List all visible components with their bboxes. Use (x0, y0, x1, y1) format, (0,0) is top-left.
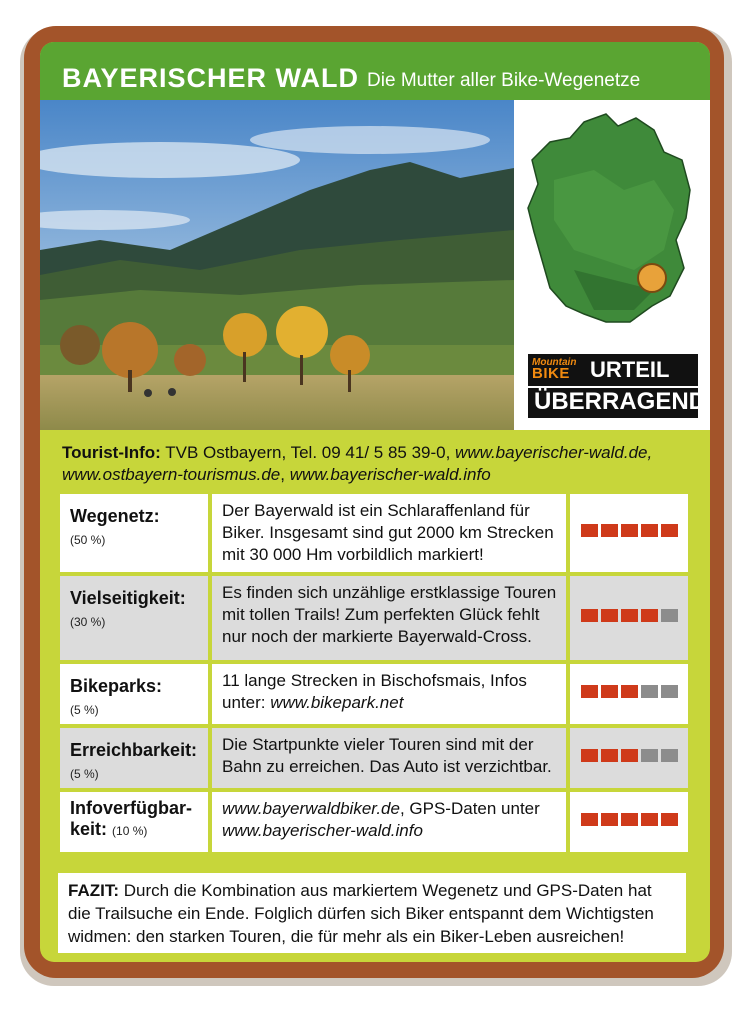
rating-row (58, 492, 690, 574)
landscape-photo (40, 100, 514, 430)
score-pip-filled (601, 749, 618, 762)
rating-row (58, 726, 690, 790)
card-subtitle: Die Mutter aller Bike-Wegenetze (367, 70, 641, 91)
score-pip-filled (621, 609, 638, 622)
card-title: BAYERISCHER WALD (62, 63, 360, 93)
score-pip-filled (581, 609, 598, 622)
criterion-weight: (10 %) (112, 824, 148, 838)
score-pip-filled (601, 524, 618, 537)
criterion-description: 11 lange Strecken in Bischofsmais, Infos unter: www.bikepark.net (210, 662, 568, 726)
verdict-badge (526, 352, 707, 420)
score-pip-empty (661, 685, 678, 698)
verdict-label: URTEIL (590, 357, 670, 382)
conclusion-label: FAZIT: (68, 881, 119, 900)
score-pip-filled (601, 609, 618, 622)
criterion-weight: (30 %) (70, 615, 106, 629)
rating-row (58, 574, 690, 662)
ratings-table (56, 490, 692, 856)
criterion-description: www.bayerwaldbiker.de, GPS-Daten unter www.bayerischer-wald.info (210, 790, 568, 854)
criterion-description: Der Bayerwald ist ein Schlaraffenland für Biker. Insgesamt sind gut 2000 km Strecken mit 30 000 Hm vorbildlich markiert! (210, 492, 568, 574)
score-pip-filled (621, 813, 638, 826)
criterion-name: Wegenetz: (70, 506, 160, 526)
tourist-info: Tourist-Info: TVB Ostbayern, Tel. 09 41/ 5 85 39-0, www.bayerischer-wald.de, www.ostbayern-tourismus.de, www.bayerischer-wald.info (62, 443, 653, 484)
criterion-weight: (50 %) (70, 533, 106, 547)
criterion-weight: (5 %) (70, 767, 99, 781)
score-pip-filled (641, 813, 658, 826)
link-bikepark[interactable]: www.bikepark.net (270, 693, 404, 712)
score-pip-empty (641, 749, 658, 762)
criterion-description: Die Startpunkte vieler Touren sind mit der Bahn zu erreichen. Das Auto ist verzichtbar. (210, 726, 568, 790)
germany-map (514, 100, 710, 430)
criterion-description: Es finden sich unzählige erstklassige Touren mit tollen Trails! Zum perfekten Glück fehlt nur noch der markierte Bayerwald-Cross. (210, 574, 568, 662)
score-pips (581, 813, 678, 826)
rating-row (58, 790, 690, 854)
link-bayerischer-wald-info-2[interactable]: www.bayerischer-wald.info (222, 821, 423, 840)
region-marker-icon (638, 264, 666, 292)
score-pip-filled (641, 609, 658, 622)
score-pip-filled (661, 524, 678, 537)
criterion-name: Infoverfügbar- keit: (10 %) (70, 798, 193, 839)
magazine-logo: Mountain BIKE (532, 357, 577, 382)
card-body (40, 42, 710, 962)
score-pip-filled (621, 749, 638, 762)
tourist-info-label: Tourist-Info: (62, 443, 161, 462)
score-pip-filled (581, 749, 598, 762)
criterion-name: Vielseitigkeit: (70, 588, 186, 608)
score-pip-filled (621, 685, 638, 698)
criterion-name: Bikeparks: (70, 676, 163, 696)
conclusion-text: Durch die Kombination aus markiertem Wegenetz und GPS-Daten hat die Trailsuche ein Ende. Folglich dürfen sich Biker entspannt dem Wichtigsten widmen: den starken Touren, die für mehr als ein Biker-Leben ausreichen! (68, 881, 654, 946)
score-pips (581, 609, 678, 622)
score-pip-filled (601, 813, 618, 826)
score-pips (581, 524, 678, 537)
criterion-name: Erreichbarkeit: (70, 740, 198, 760)
score-pip-empty (661, 749, 678, 762)
title-bar (40, 42, 710, 100)
trading-card (24, 26, 724, 978)
verdict-value: ÜBERRAGEND (534, 388, 707, 415)
score-pip-empty (641, 685, 658, 698)
link-bayerischer-wald-info[interactable]: www.bayerischer-wald.info (289, 465, 491, 484)
link-ostbayern-tourismus[interactable]: www.ostbayern-tourismus.de (62, 465, 281, 484)
score-pip-filled (601, 685, 618, 698)
conclusion-box (58, 873, 686, 953)
link-bayerischer-wald-de[interactable]: www.bayerischer-wald.de, (455, 443, 653, 462)
criterion-weight: (5 %) (70, 703, 99, 717)
link-bayerwaldbiker[interactable]: www.bayerwaldbiker.de (222, 799, 400, 818)
score-pip-filled (641, 524, 658, 537)
score-pip-filled (581, 813, 598, 826)
score-pip-filled (621, 524, 638, 537)
score-pip-empty (661, 609, 678, 622)
score-pips (581, 685, 678, 698)
score-pips (581, 749, 678, 762)
score-pip-filled (661, 813, 678, 826)
rating-row (58, 662, 690, 726)
score-pip-filled (581, 524, 598, 537)
score-pip-filled (581, 685, 598, 698)
